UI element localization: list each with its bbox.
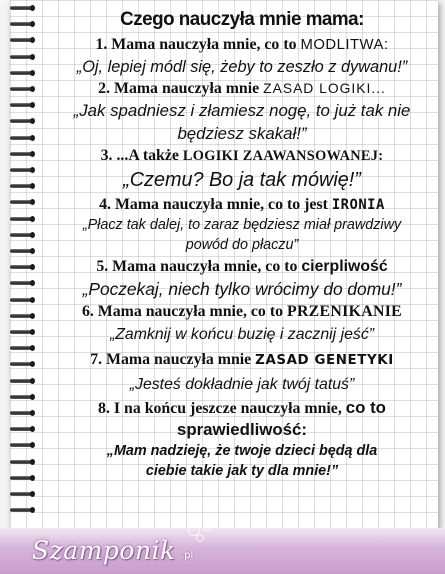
item-2-quote-line-2: będziesz skakał!” bbox=[177, 124, 307, 143]
item-7-lead: 7. Mama nauczyła mnie bbox=[90, 351, 256, 368]
item-8-quote-line-2: ciebie takie jak ty dla mnie!” bbox=[145, 463, 339, 479]
site-footer-banner bbox=[0, 528, 445, 574]
item-6-lead: 6. Mama nauczyła mnie, co to bbox=[81, 303, 287, 320]
item-5-header bbox=[46, 256, 438, 278]
spiral-ring bbox=[10, 362, 32, 366]
item-5-keyword: cierpliwość bbox=[301, 258, 388, 275]
spiral-ring bbox=[10, 395, 32, 399]
item-6-quote-line-1: „Zamknij w końcu buzię i zacznij jeść” bbox=[109, 326, 375, 343]
item-2-lead: 2. Mama nauczyła mnie bbox=[98, 80, 264, 97]
spiral-ring bbox=[10, 119, 32, 123]
spiral-ring bbox=[10, 6, 32, 10]
item-8-keyword-part-1: co to bbox=[345, 398, 386, 417]
spiral-ring bbox=[10, 492, 32, 496]
spiral-ring bbox=[10, 38, 32, 42]
item-1-header bbox=[46, 34, 438, 56]
spiral-ring bbox=[10, 508, 32, 512]
item-4-lead: 4. Mama nauczyła mnie, co to jest bbox=[99, 196, 332, 213]
spiral-ring bbox=[10, 476, 32, 480]
item-2-header bbox=[46, 78, 438, 99]
spiral-ring bbox=[10, 443, 32, 447]
poster-content bbox=[44, 6, 440, 481]
spiral-ring bbox=[10, 200, 32, 204]
item-3-header bbox=[46, 145, 438, 166]
item-4-header bbox=[46, 194, 438, 215]
item-8-header bbox=[46, 397, 438, 419]
item-3-lead: 3. ...A także bbox=[100, 147, 183, 164]
spiral-ring bbox=[10, 55, 32, 59]
site-logo-suffix: .pl bbox=[181, 550, 194, 561]
item-6-keyword: PRZENIKANIE bbox=[286, 303, 403, 320]
item-4-quote-line-2: powód do płaczu” bbox=[185, 237, 299, 253]
spiral-binding bbox=[10, 6, 34, 526]
item-3-quote-line-1: „Czemu? Bo ja tak mówię!” bbox=[123, 169, 361, 191]
bubble-decoration bbox=[202, 528, 211, 531]
item-2-keyword: ZASAD LOGIKI... bbox=[263, 80, 386, 96]
notebook-page bbox=[10, 0, 438, 528]
spiral-ring bbox=[10, 427, 32, 431]
item-3-keyword: LOGIKI ZAAWANSOWANEJ: bbox=[182, 148, 384, 164]
item-1-quote-line-1: „Oj, lepiej módl się, żeby to zeszło z dywanu!” bbox=[76, 58, 408, 76]
site-logo[interactable]: Szamponik bbox=[32, 536, 176, 565]
poster-title: Czego nauczyła mnie mama: bbox=[120, 9, 364, 30]
item-7-header bbox=[46, 347, 438, 373]
spiral-ring bbox=[10, 411, 32, 415]
item-7-quote-line-1: „Jesteś dokładnie jak twój tatuś” bbox=[129, 376, 355, 393]
spiral-ring bbox=[10, 103, 32, 107]
item-2-quote-line-1: „Jak spadniesz i złamiesz nogę, to już tak nie bbox=[73, 101, 411, 120]
bubble-decoration bbox=[196, 534, 204, 542]
item-6-header bbox=[46, 301, 438, 323]
spiral-ring bbox=[10, 281, 32, 285]
spiral-ring bbox=[10, 314, 32, 318]
spiral-ring bbox=[10, 22, 32, 26]
spiral-ring bbox=[10, 346, 32, 350]
item-5-quote-line-1: „Poczekaj, niech tylko wrócimy do domu!” bbox=[82, 279, 402, 299]
item-7-keyword: ZASAD GENETYKI bbox=[255, 352, 394, 368]
spiral-ring bbox=[10, 184, 32, 188]
item-8-keyword-part-2: sprawiedliwość: bbox=[176, 420, 307, 439]
item-4-quote-line-1: „Płacz tak dalej, to zaraz będziesz miał prawdziwy bbox=[82, 217, 402, 233]
spiral-ring bbox=[10, 460, 32, 464]
spiral-ring bbox=[10, 136, 32, 140]
item-5-lead: 5. Mama nauczyła mnie, co to bbox=[96, 258, 302, 275]
spiral-ring bbox=[10, 249, 32, 253]
item-1-keyword: MODLITWA: bbox=[300, 36, 389, 53]
spiral-ring bbox=[10, 233, 32, 237]
spiral-ring bbox=[10, 265, 32, 269]
item-4-keyword: IRONIA bbox=[331, 197, 385, 213]
spiral-ring bbox=[10, 298, 32, 302]
spiral-ring bbox=[10, 217, 32, 221]
item-8-lead: 8. I na końcu jeszcze nauczyła mnie, bbox=[98, 400, 346, 417]
spiral-ring bbox=[10, 87, 32, 91]
item-1-lead: 1. Mama nauczyła mnie, co to bbox=[95, 36, 301, 53]
spiral-ring bbox=[10, 152, 32, 156]
spiral-ring bbox=[10, 71, 32, 75]
spiral-ring bbox=[10, 168, 32, 172]
spiral-ring bbox=[10, 330, 32, 334]
item-8-quote-line-1: „Mam nadzieję, że twoje dzieci będą dla bbox=[106, 443, 378, 459]
spiral-ring bbox=[10, 379, 32, 383]
